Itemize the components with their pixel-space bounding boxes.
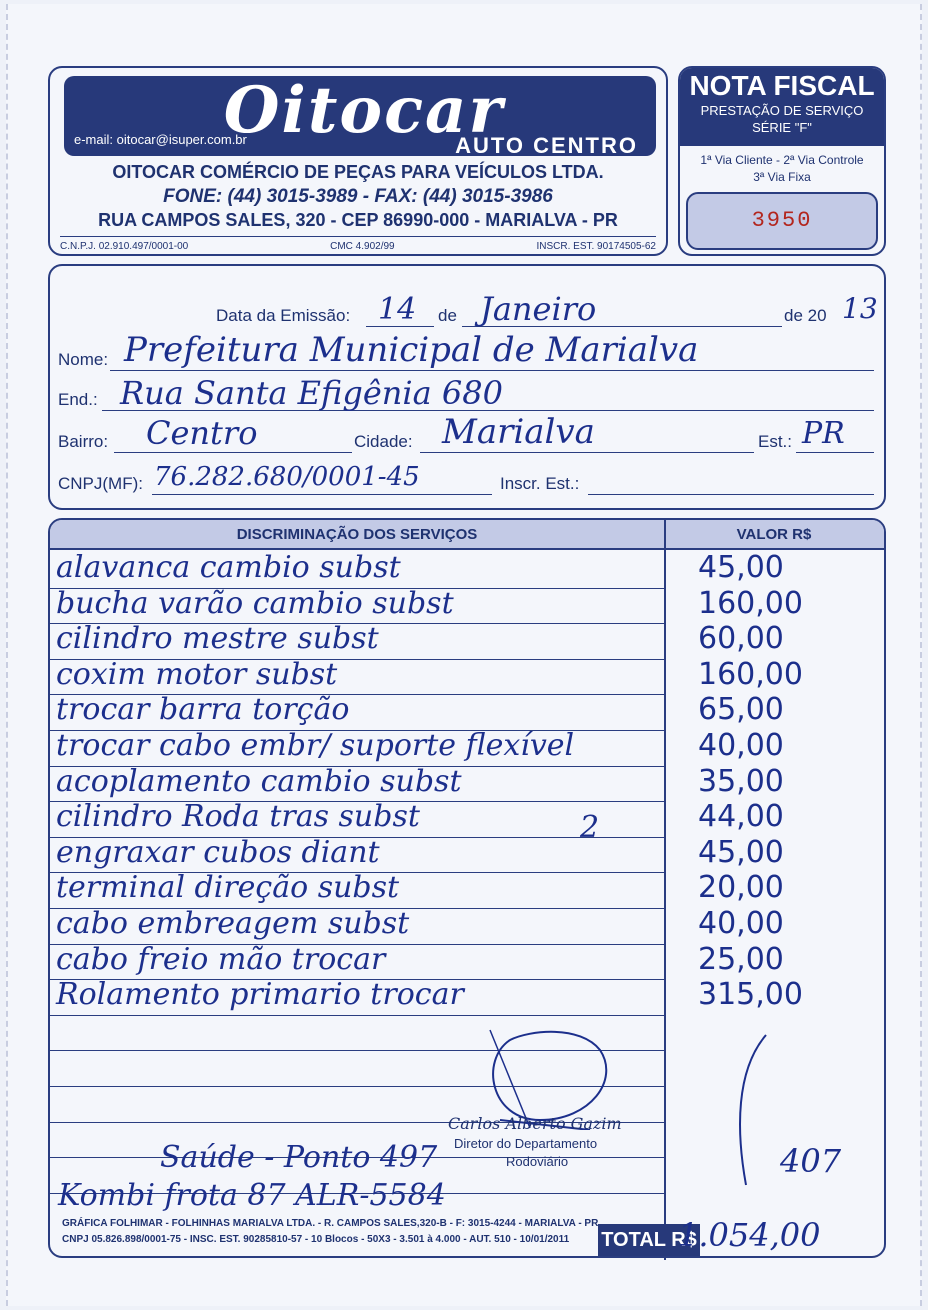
service-description: alavanca cambio subst	[56, 550, 401, 585]
company-cmc: CMC 4.902/99	[330, 241, 395, 252]
service-value: 35,00	[698, 763, 784, 799]
date-day: 14	[378, 292, 417, 327]
nota-vias	[680, 152, 884, 186]
service-value: 40,00	[698, 728, 784, 763]
company-ids	[60, 236, 656, 252]
nota-serie: SÉRIE "F"	[752, 120, 812, 135]
company-header	[48, 66, 668, 256]
service-description: terminal direção subst	[56, 870, 400, 906]
district-label: Bairro:	[58, 432, 109, 451]
district-line	[114, 452, 352, 453]
service-value: 315,00	[698, 977, 803, 1013]
service-description: trocar cabo embr/ suporte flexível	[56, 728, 575, 763]
name-label: Nome:	[58, 350, 109, 369]
client-info-box	[48, 264, 886, 510]
company-phone: FONE: (44) 3015-3989 - FAX: (44) 3015-3986	[163, 186, 553, 207]
nota-number: 3950	[751, 208, 813, 233]
company-inscr-est: INSCR. EST. 90174505-62	[536, 241, 656, 252]
inscr-est-label: Inscr. Est.:	[500, 474, 580, 493]
service-value: 20,00	[698, 870, 784, 906]
nota-vias-line1: 1ª Via Cliente - 2ª Via Controle	[700, 153, 864, 167]
service-description: cabo freio mão trocar	[56, 941, 386, 977]
cnpj-label: CNPJ(MF):	[58, 474, 143, 493]
nota-fiscal-banner	[680, 68, 884, 146]
services-desc-header: DISCRIMINAÇÃO DOS SERVIÇOS	[236, 526, 478, 543]
date-de-label: de	[438, 306, 457, 325]
service-value: 60,00	[698, 621, 784, 657]
service-description: trocar barra torção	[56, 692, 350, 728]
service-description: cilindro Roda tras subst	[56, 799, 420, 835]
date-month: Janeiro	[480, 290, 597, 328]
inscr-est-line	[588, 494, 874, 495]
date-label: Data da Emissão:	[216, 306, 351, 325]
service-value: 45,00	[698, 550, 784, 585]
services-header	[50, 520, 884, 550]
logo-band	[64, 73, 656, 158]
cnpj-line	[152, 494, 492, 495]
service-value: 65,00	[698, 692, 784, 728]
printer-imprint	[62, 1216, 598, 1248]
sector-note: Saúde - Ponto 497	[160, 1140, 438, 1175]
service-description: engraxar cubos diant	[56, 834, 380, 870]
total-label: TOTAL R$	[598, 1224, 700, 1256]
nota-fiscal-box	[678, 66, 886, 256]
company-name: OITOCAR COMÉRCIO DE PEÇAS PARA VEÍCULOS LTDA.	[112, 162, 604, 182]
side-note: 407	[780, 1142, 842, 1180]
client-cnpj: 76.282.680/0001-45	[154, 462, 420, 492]
name-line	[110, 370, 874, 371]
address-label: End.:	[58, 390, 98, 409]
company-logo: Oitocar	[223, 73, 505, 148]
printer-line-2: CNPJ 05.826.898/0001-75 - INSC. EST. 90285810-57 - 10 Blocos - 50X3 - 3.501 à 4.000 - AUT. 510 - 10/01/2011	[62, 1234, 570, 1245]
service-description: cabo embreagem subst	[56, 906, 410, 941]
services-value-header: VALOR R$	[736, 526, 812, 543]
company-address: RUA CAMPOS SALES, 320 - CEP 86990-000 - MARIALVA - PR	[98, 210, 618, 230]
service-value: 40,00	[698, 906, 784, 941]
signer-title: Diretor do Departamento	[454, 1136, 598, 1151]
logo-subtitle: AUTO CENTRO	[455, 133, 638, 158]
company-cnpj: C.N.P.J. 02.910.497/0001-00	[60, 241, 189, 252]
service-value: 160,00	[698, 656, 803, 692]
state-line	[796, 452, 874, 453]
service-row-line	[50, 1015, 664, 1016]
state-label: Est.:	[758, 432, 793, 451]
printer-line-1: GRÁFICA FOLHIMAR - FOLHINHAS MARIALVA LTDA. - R. CAMPOS SALES,320-B - F: 3015-4244 - MARIALVA - PR	[62, 1218, 599, 1229]
nota-number-box	[686, 192, 878, 250]
service-value: 160,00	[698, 585, 803, 621]
client-district: Centro	[146, 414, 258, 452]
service-description: cilindro mestre subst	[56, 621, 379, 657]
service-description: bucha varão cambio subst	[56, 585, 454, 621]
client-name: Prefeitura Municipal de Marialva	[124, 330, 699, 370]
company-email: e-mail: oitocar@isuper.com.br	[74, 132, 247, 147]
service-value: 25,00	[698, 941, 784, 977]
client-city: Marialva	[442, 412, 595, 452]
services-column-divider	[664, 520, 666, 1260]
invoice-sheet	[6, 4, 922, 1306]
services-box	[48, 518, 886, 1258]
service-description: Rolamento primario trocar	[56, 977, 464, 1013]
client-address: Rua Santa Efigênia 680	[120, 374, 503, 412]
signer-name: Carlos Alberto Gazim	[448, 1114, 622, 1133]
quantity-note: 2	[580, 810, 600, 845]
nota-subtitle: PRESTAÇÃO DE SERVIÇO	[700, 103, 864, 118]
vehicle-note: Kombi frota 87 ALR-5584	[58, 1178, 446, 1213]
service-description: acoplamento cambio subst	[56, 763, 462, 799]
nota-vias-line2: 3ª Via Fixa	[753, 170, 811, 184]
signer-dept: Rodoviário	[506, 1154, 569, 1169]
date-year: 13	[842, 292, 878, 325]
service-value: 45,00	[698, 834, 784, 870]
city-line	[420, 452, 754, 453]
nota-title: NOTA FISCAL	[689, 70, 875, 101]
service-value: 44,00	[698, 799, 784, 835]
bracket-scribble-icon	[726, 1030, 786, 1190]
city-label: Cidade:	[354, 432, 413, 451]
client-state: PR	[802, 416, 845, 451]
total-value: 1.054,00	[678, 1216, 821, 1254]
date-year-label: de 20	[784, 306, 827, 325]
service-description: coxim motor subst	[56, 656, 338, 692]
